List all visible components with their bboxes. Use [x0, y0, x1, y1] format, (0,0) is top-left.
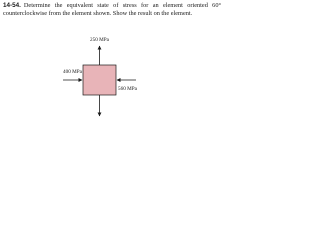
right-stress-label: 560 MPa: [118, 86, 137, 92]
problem-text: Determine the equivalent state of stress for an element oriented 60° counterclockwise from the element shown. Show the result on the element.: [3, 2, 221, 17]
stress-element: [83, 65, 116, 95]
left-stress-label: 400 MPa: [63, 69, 82, 75]
problem-number: 14-54.: [3, 2, 21, 9]
stress-element-diagram: [0, 0, 223, 146]
top-stress-label: 250 MPa: [90, 37, 109, 43]
